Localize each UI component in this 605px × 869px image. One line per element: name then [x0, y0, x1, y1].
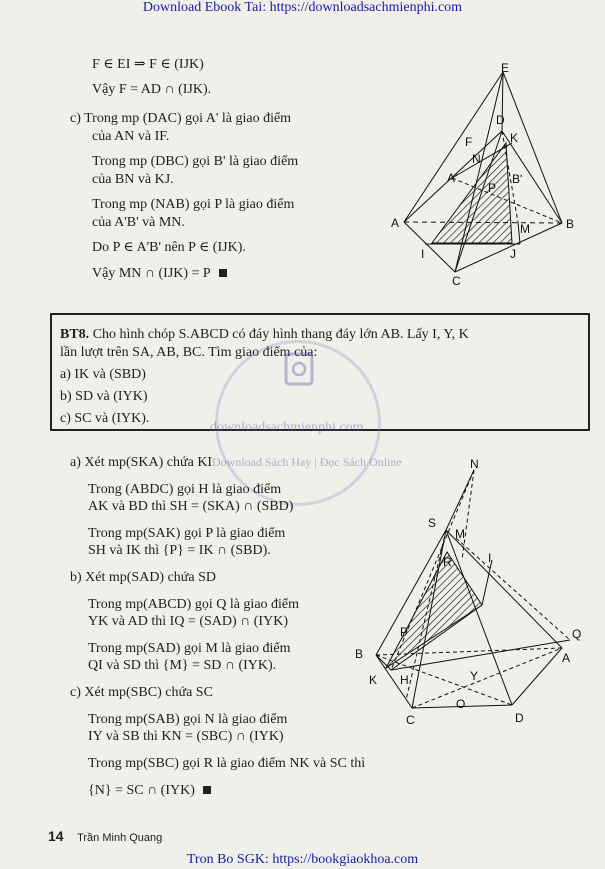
problem-item-c: c) SC và (IYK).: [60, 411, 150, 426]
end-mark-icon: [203, 786, 211, 794]
vertex-label: B: [566, 217, 575, 231]
text-line: Trong (ABDC) gọi H là giao điểm: [88, 482, 282, 497]
vertex-label: D: [496, 113, 505, 127]
vertex-label: C: [406, 713, 415, 727]
text-line: của A'B' và MN.: [92, 215, 185, 230]
text-line: SH và IK thì {P} = IK ∩ (SBD).: [88, 543, 271, 558]
page-footer-info: [48, 828, 162, 846]
text-line: IY và SB thì KN = (SBC) ∩ (IYK): [88, 729, 284, 744]
text-line: F ∈ EI ⇒ F ∈ (IJK): [92, 57, 204, 72]
text-line: c) Trong mp (DAC) gọi A' là giao điểm: [70, 111, 292, 126]
vertex-label: K: [369, 673, 378, 687]
problem-item-a: a) IK và (SBD): [60, 367, 146, 382]
vertex-label: K: [510, 131, 519, 145]
text-line: c) Xét mp(SBC) chứa SC: [70, 685, 213, 700]
text-line: b) Xét mp(SAD) chứa SD: [70, 570, 217, 585]
text-line: a) Xét mp(SKA) chứa KI: [70, 455, 213, 470]
text-line: Vậy F = AD ∩ (IJK).: [92, 82, 212, 97]
vertex-label: C: [452, 274, 461, 288]
vertex-label: A: [391, 216, 400, 230]
vertex-label: J: [510, 247, 516, 261]
vertex-label: Q: [572, 627, 582, 641]
text-line: YK và AD thì IQ = (SAD) ∩ (IYK): [88, 614, 288, 629]
author-name: Trần Minh Quang: [77, 832, 163, 844]
text-line: của BN và KJ.: [92, 172, 174, 187]
problem-line: lần lượt trên SA, AB, BC. Tìm giao điểm của:: [60, 345, 318, 360]
vertex-label: Y: [470, 669, 479, 683]
vertex-label: B: [355, 647, 364, 661]
vertex-label: M: [455, 527, 465, 541]
text-line: Trong mp (DBC) gọi B' là giao điểm: [92, 154, 299, 169]
text-line: Trong mp(SAK) gọi P là giao điểm: [88, 526, 286, 541]
pyramid-figure-2: [350, 455, 595, 730]
watermark-text: downloadsachmienphi.com: [210, 420, 364, 435]
vertex-label: A': [447, 171, 458, 185]
vertex-label: N: [472, 152, 481, 166]
text-line: [92, 266, 227, 282]
text-line: Trong mp(SAD) gọi M là giao điểm: [88, 641, 291, 656]
text-line: Trong mp(ABCD) gọi Q là giao điểm: [88, 597, 300, 612]
text-line: [88, 783, 211, 799]
text-line: QI và SD thì {M} = SD ∩ (IYK).: [88, 658, 277, 673]
text-line: của AN và IF.: [92, 129, 170, 144]
problem-item-b: b) SD và (IYK): [60, 389, 148, 404]
end-mark-icon: [219, 269, 227, 277]
vertex-label: B': [512, 172, 523, 186]
vertex-label: P: [488, 181, 497, 195]
vertex-label: A: [562, 651, 571, 665]
text-line: AK và BD thì SH = (SKA) ∩ (SBD): [88, 499, 294, 514]
text-line: Do P ∈ A'B' nên P ∈ (IJK).: [92, 240, 246, 255]
vertex-label: P: [400, 625, 409, 639]
hatched-section: [386, 552, 482, 668]
vertex-label: S: [428, 516, 437, 530]
vertex-label: O: [456, 697, 466, 711]
vertex-label: E: [501, 61, 510, 75]
header-link[interactable]: Download Ebook Tai: https://downloadsachmienphi.com: [142, 0, 463, 15]
problem-statement: [60, 327, 469, 343]
watermark-text: Download Sách Hay | Đọc Sách Online: [212, 455, 402, 469]
text-line: Trong mp (NAB) gọi P là giao điểm: [92, 197, 295, 212]
text-line: Trong mp(SBC) gọi R là giao điểm NK và SC thì: [88, 756, 366, 771]
vertex-label: I: [488, 551, 492, 565]
conclusion-text: {N} = SC ∩ (IYK): [88, 783, 195, 798]
problem-code: BT8.: [60, 327, 90, 342]
vertex-label: H: [400, 673, 409, 687]
footer-link[interactable]: Tron Bo SGK: https://bookgiaokhoa.com: [186, 852, 419, 867]
watermark-logo-icon: [280, 350, 320, 390]
conclusion-text: Vậy MN ∩ (IJK) = P: [92, 266, 211, 281]
vertex-label: D: [515, 711, 524, 725]
vertex-label: R: [443, 555, 452, 569]
vertex-label: M: [520, 222, 530, 236]
vertex-label: N: [470, 457, 479, 471]
vertex-label: I: [421, 247, 425, 261]
text-line: Trong mp(SAB) gọi N là giao điểm: [88, 712, 288, 727]
vertex-label: F: [465, 135, 473, 149]
page-number: 14: [48, 828, 64, 844]
problem-line: Cho hình chóp S.ABCD có đáy hình thang đáy lớn AB. Lấy I, Y, K: [89, 327, 469, 342]
pyramid-figure-1: [390, 58, 590, 288]
